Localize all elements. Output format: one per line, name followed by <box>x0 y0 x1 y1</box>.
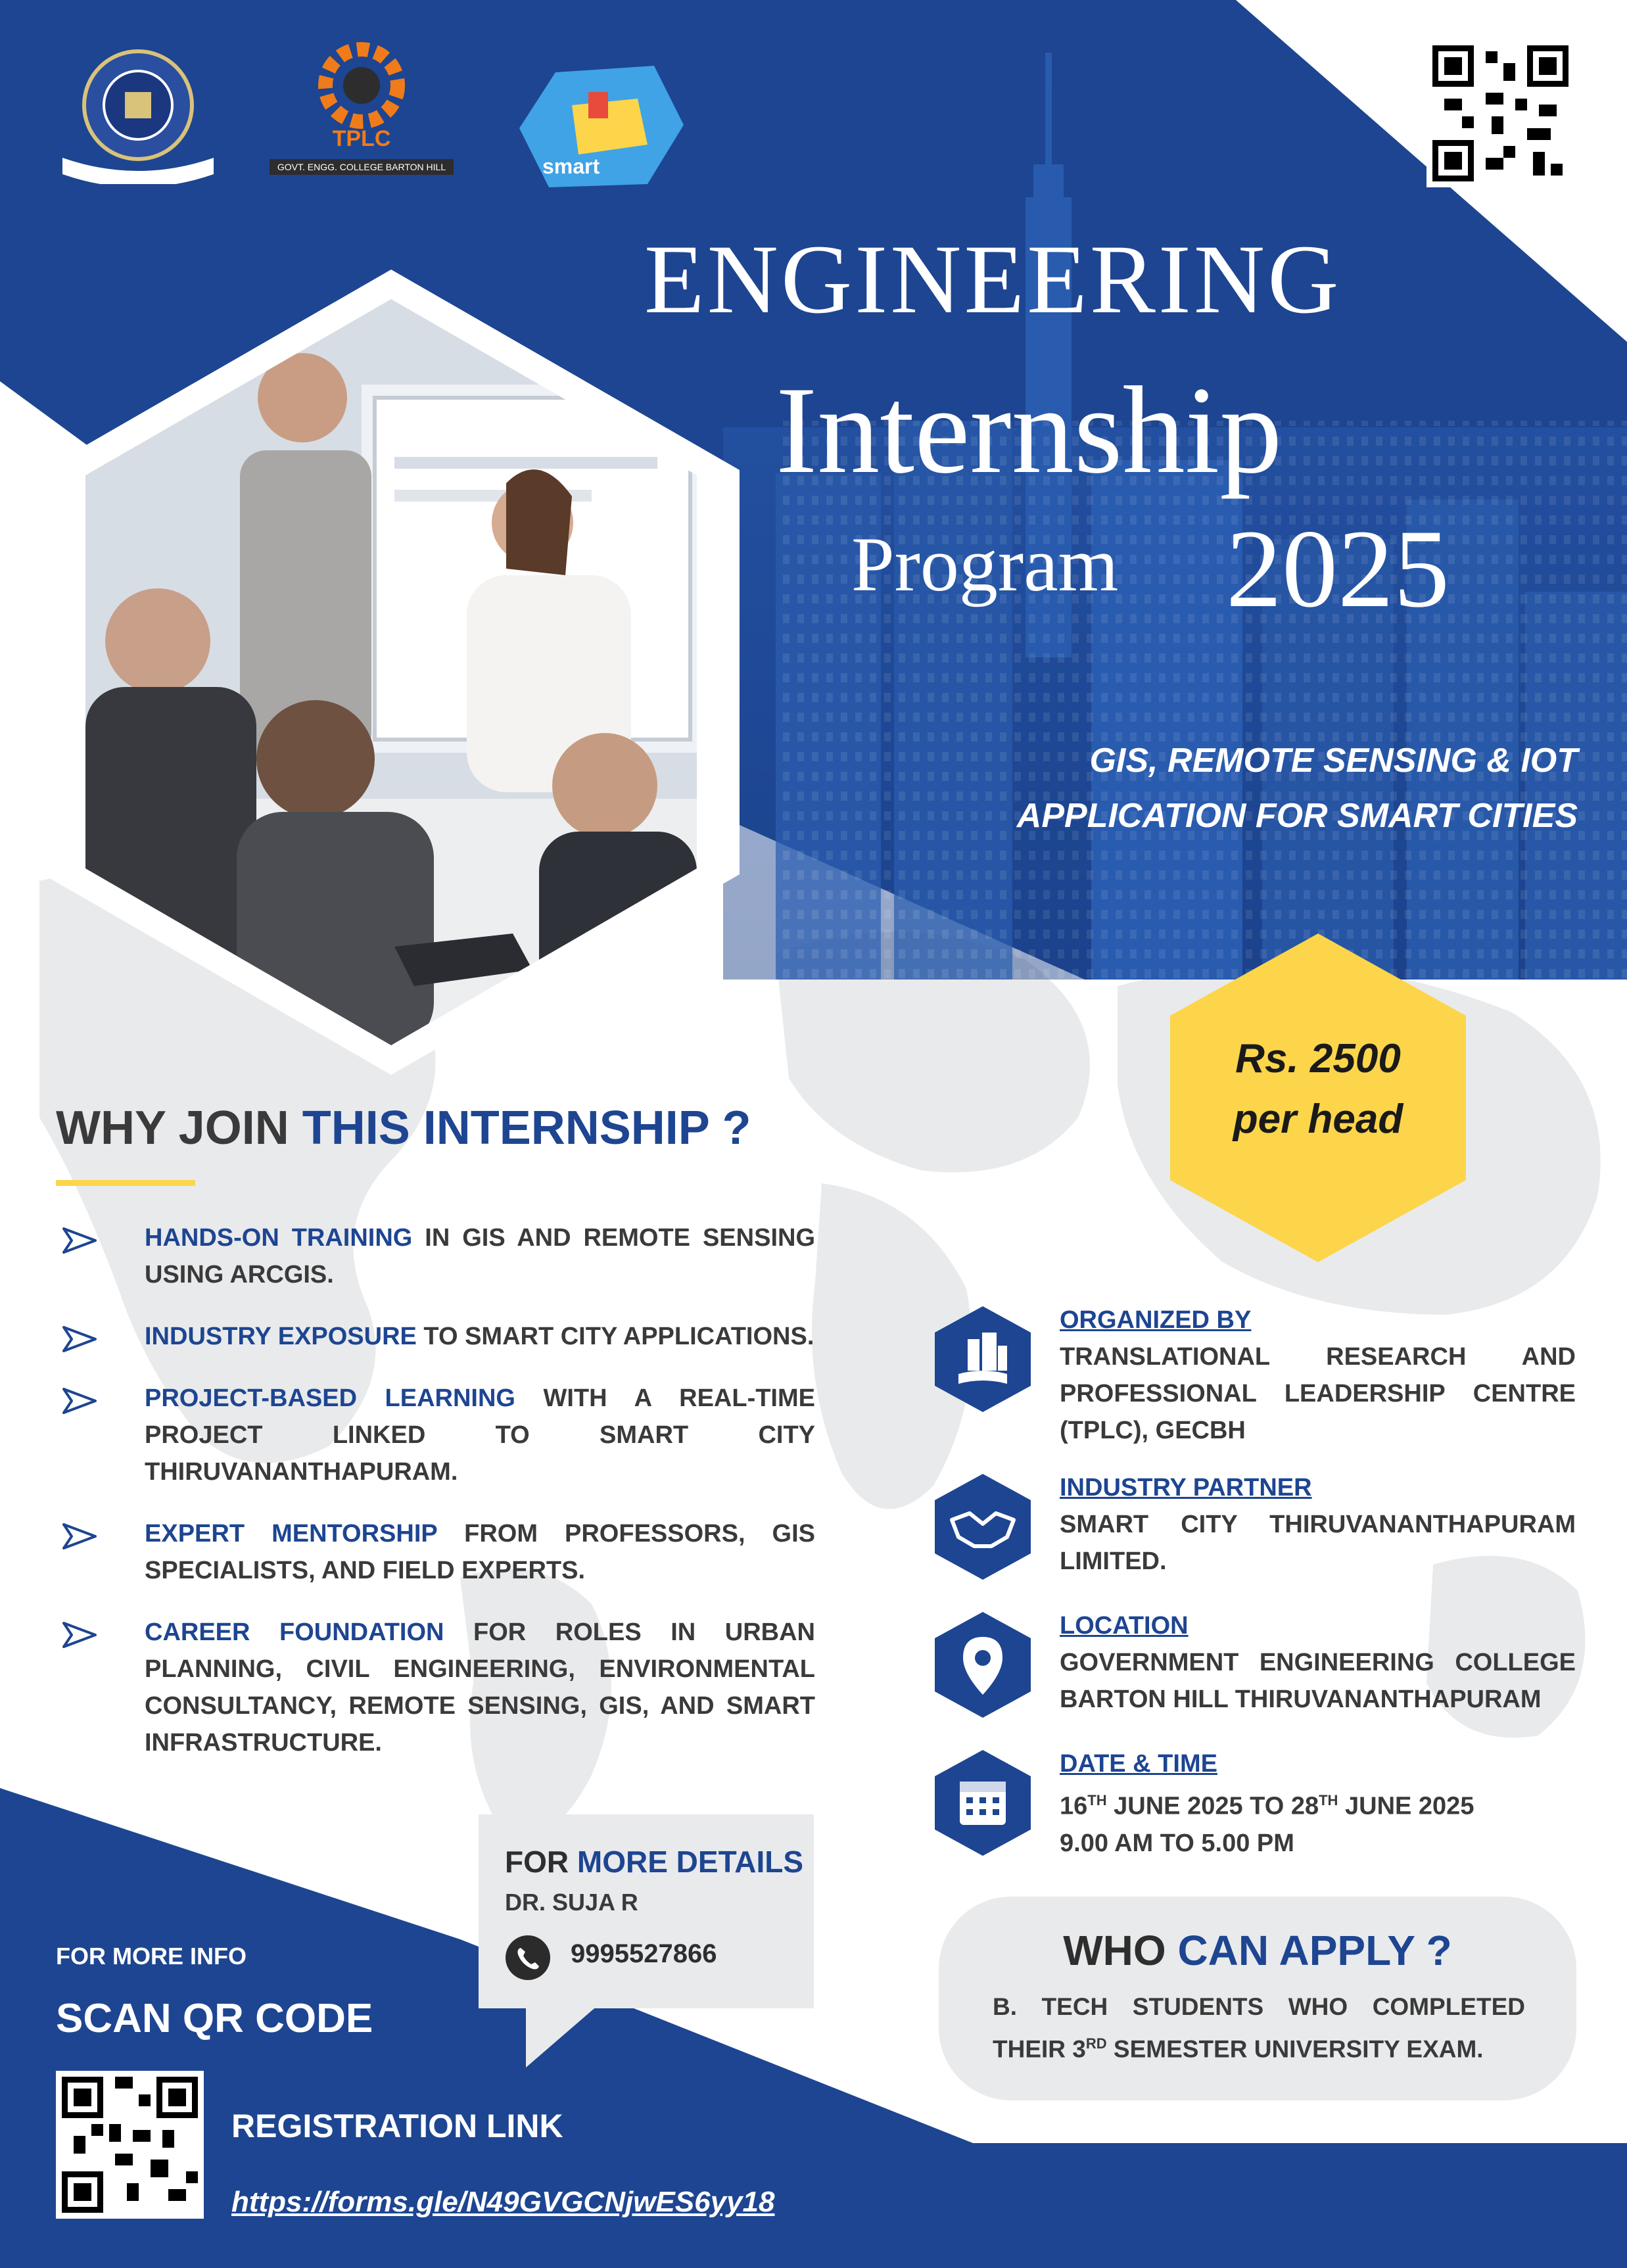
who-can-apply-body <box>993 1989 1525 2067</box>
smart-city-logo <box>516 66 687 191</box>
benefit-text: FROM PROFESSORS, GIS SPECIALISTS, AND FIELD EXPERTS. <box>145 1520 816 1584</box>
registration-link[interactable]: https://forms.gle/N49GVGCNjwES6yy18 <box>231 2186 775 2218</box>
college-emblem-logo <box>56 43 220 184</box>
benefit-item <box>62 1614 815 1761</box>
chevron-right-icon <box>62 1326 97 1352</box>
organized-by-block <box>1060 1302 1576 1449</box>
location-heading: LOCATION <box>1060 1612 1189 1640</box>
location-body: GOVERNMENT ENGINEERING COLLEGE BARTON HILL THIRUVANANTHAPURAM <box>1060 1649 1576 1713</box>
more-details-prefix: FOR <box>505 1845 569 1879</box>
location-pin-icon <box>933 1611 1032 1719</box>
fee-text <box>1170 1029 1466 1150</box>
hero-subtitle-line2: APPLICATION FOR SMART CITIES <box>1016 797 1578 835</box>
organized-by-heading: ORGANIZED BY <box>1060 1306 1252 1334</box>
fee-unit: per head <box>1233 1097 1403 1142</box>
smart-city-logo-text: smart <box>542 154 600 178</box>
scan-qr-label: SCAN QR CODE <box>56 1996 373 2041</box>
benefit-text: WITH A REAL-TIME PROJECT LINKED TO SMART CITY THIRUVANANTHAPURAM. <box>145 1384 815 1486</box>
more-details-highlight: MORE DETAILS <box>577 1845 804 1879</box>
who-body-text: B. TECH STUDENTS WHO COMPLETED THEIR 3 <box>993 1993 1525 2063</box>
who-body-suffix: RD <box>1085 2035 1107 2052</box>
chevron-right-icon <box>62 1227 97 1254</box>
organized-by-body: TRANSLATIONAL RESEARCH AND PROFESSIONAL LEADERSHIP CENTRE (TPLC), GECBH <box>1060 1343 1576 1444</box>
contact-phone[interactable]: 9995527866 <box>571 1939 717 1968</box>
time-range: 9.00 AM TO 5.00 PM <box>1060 1829 1294 1857</box>
benefit-lead: CAREER FOUNDATION <box>145 1618 444 1646</box>
benefit-lead: PROJECT-BASED LEARNING <box>145 1384 515 1412</box>
chevron-right-icon <box>62 1388 97 1414</box>
why-join-prefix: WHY JOIN <box>56 1102 289 1154</box>
end-day-suffix: TH <box>1319 1792 1338 1808</box>
benefit-lead: EXPERT MENTORSHIP <box>145 1520 438 1547</box>
benefit-item <box>62 1318 815 1355</box>
industry-partner-body: SMART CITY THIRUVANANTHAPURAM LIMITED. <box>1060 1511 1576 1575</box>
building-icon <box>933 1305 1032 1413</box>
tplc-logo-caption: GOVT. ENGG. COLLEGE BARTON HILL <box>270 159 454 175</box>
more-info-label: FOR MORE INFO <box>56 1943 247 1970</box>
why-join-underline <box>56 1180 195 1186</box>
why-join-highlight: THIS INTERNSHIP ? <box>302 1102 751 1154</box>
registration-label: REGISTRATION LINK <box>231 2108 563 2144</box>
who-body-rest: SEMESTER UNIVERSITY EXAM. <box>1106 2035 1484 2063</box>
industry-partner-block <box>1060 1469 1576 1580</box>
who-can-apply-heading <box>939 1926 1576 1975</box>
title-engineering: ENGINEERING <box>644 225 1342 334</box>
benefits-list <box>62 1219 815 1786</box>
start-day: 16 <box>1060 1792 1088 1820</box>
fee-amount: Rs. 2500 <box>1235 1036 1401 1081</box>
date-time-block <box>1060 1745 1576 1862</box>
hero-subtitle <box>855 733 1578 843</box>
team-photo <box>85 299 697 1045</box>
start-day-suffix: TH <box>1087 1792 1107 1808</box>
handshake-icon <box>933 1473 1032 1581</box>
speech-tail <box>526 2005 605 2071</box>
industry-partner-heading: INDUSTRY PARTNER <box>1060 1474 1312 1501</box>
qr-code-top[interactable] <box>1427 39 1574 187</box>
why-join-heading <box>56 1101 751 1155</box>
benefit-lead: HANDS-ON TRAINING <box>145 1224 413 1252</box>
qr-code-bottom[interactable] <box>56 2071 204 2219</box>
benefit-item <box>62 1219 815 1293</box>
date-range <box>1060 1782 1576 1825</box>
who-highlight: CAN APPLY ? <box>1177 1927 1452 1974</box>
title-program: Program <box>851 521 1119 607</box>
location-block <box>1060 1607 1576 1718</box>
start-rest: JUNE 2025 TO <box>1106 1792 1291 1820</box>
end-rest: JUNE 2025 <box>1338 1792 1474 1820</box>
calendar-icon <box>933 1749 1032 1857</box>
benefit-item <box>62 1515 815 1589</box>
tplc-logo <box>270 39 454 184</box>
chevron-right-icon <box>62 1622 97 1648</box>
end-day: 28 <box>1290 1792 1319 1820</box>
title-year: 2025 <box>1226 507 1450 630</box>
chevron-right-icon <box>62 1523 97 1549</box>
benefit-text: TO SMART CITY APPLICATIONS. <box>416 1323 814 1350</box>
contact-name: DR. SUJA R <box>505 1889 638 1916</box>
date-time-heading: DATE & TIME <box>1060 1750 1217 1778</box>
benefit-text: IN GIS AND REMOTE SENSING USING ARCGIS. <box>145 1224 815 1288</box>
who-prefix: WHO <box>1063 1927 1166 1974</box>
benefit-item <box>62 1380 815 1490</box>
hero-subtitle-line1: GIS, REMOTE SENSING & IOT <box>1089 742 1578 780</box>
title-internship: Internship <box>776 362 1283 500</box>
benefit-text: FOR ROLES IN URBAN PLANNING, CIVIL ENGINEERING, ENVIRONMENTAL CONSULTANCY, REMOTE SENSING, GIS, AND SMART INFRASTRUCTURE. <box>145 1618 815 1757</box>
benefit-lead: INDUSTRY EXPOSURE <box>145 1323 417 1350</box>
tplc-logo-text: TPLC <box>332 126 391 151</box>
more-details-heading <box>505 1844 803 1879</box>
phone-icon <box>505 1935 551 1981</box>
